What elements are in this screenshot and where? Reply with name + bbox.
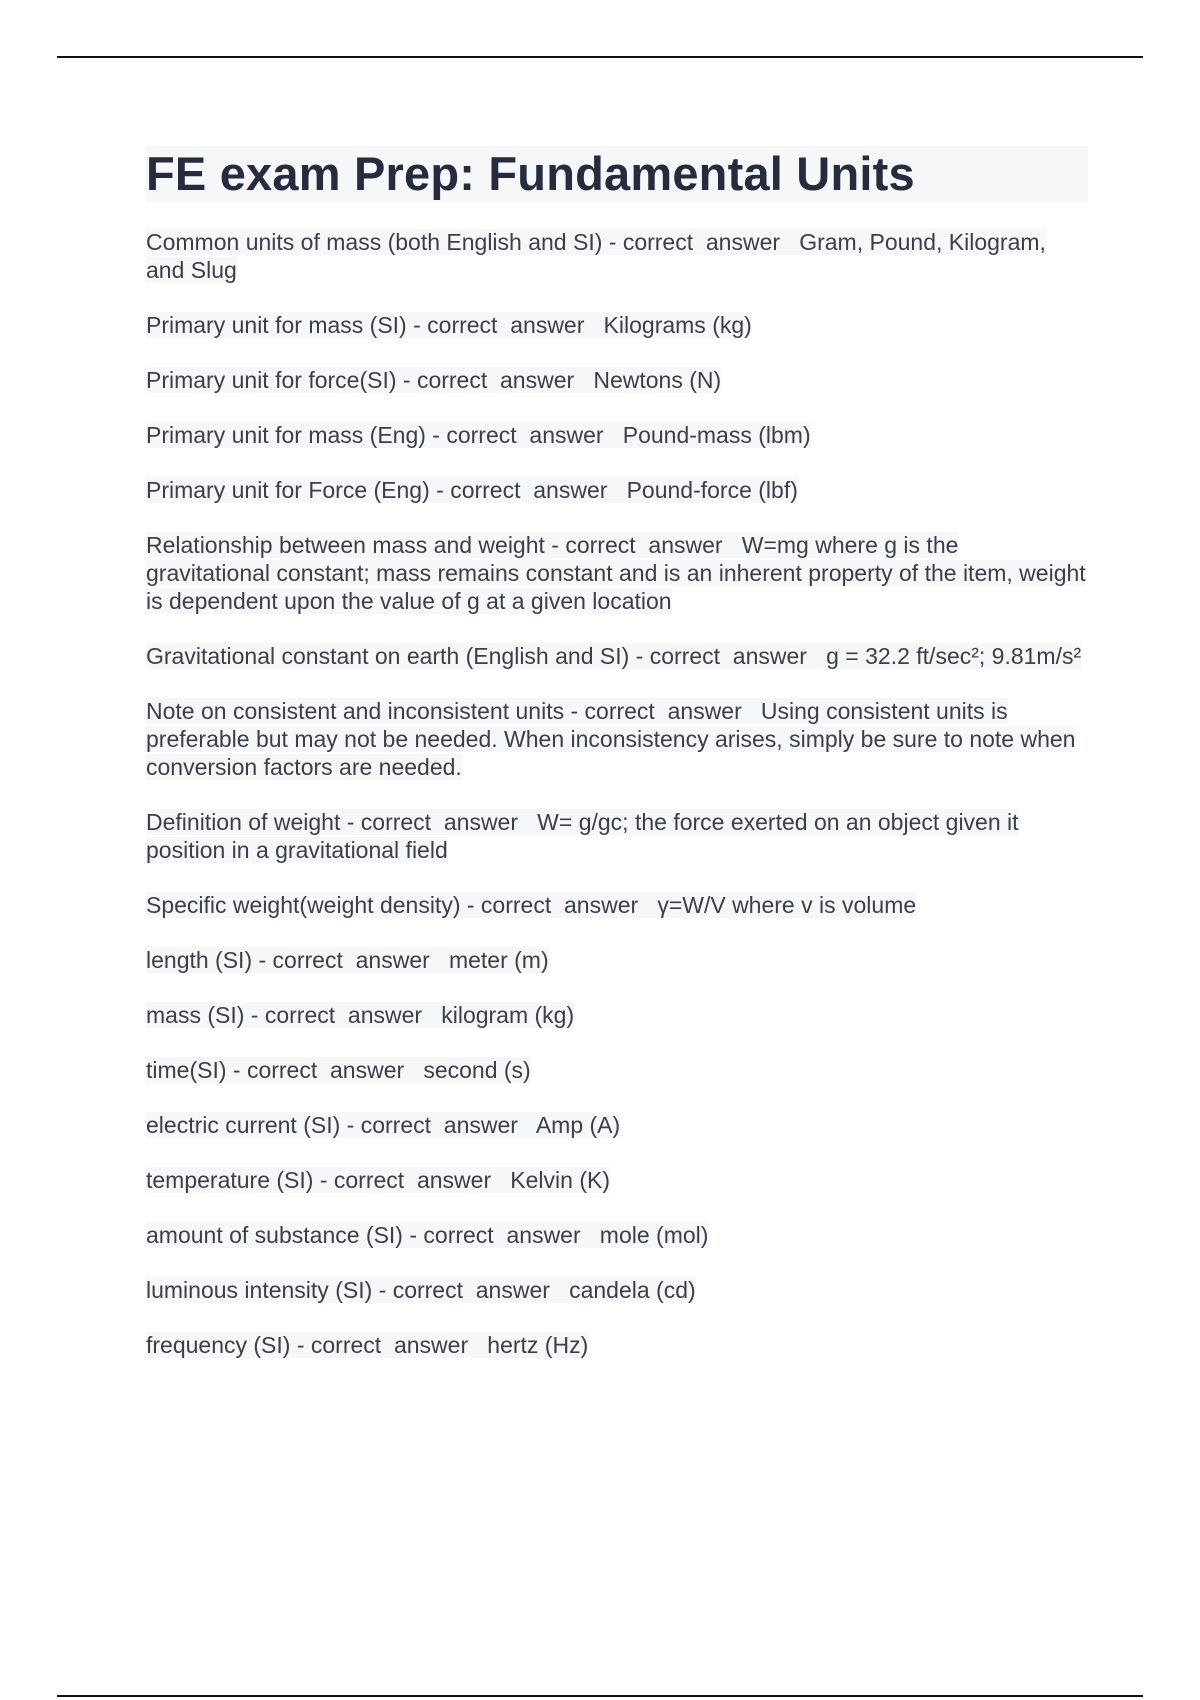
flashcard-text xyxy=(146,1112,620,1138)
answer-separator: - correct answer xyxy=(564,698,761,724)
flashcard-item xyxy=(146,1331,1088,1359)
flashcard-item xyxy=(146,946,1088,974)
flashcard-text xyxy=(146,892,916,918)
flashcard-answer: Amp (A) xyxy=(535,1112,621,1138)
flashcard-item xyxy=(146,1221,1088,1249)
answer-separator: - correct answer xyxy=(429,477,627,503)
flashcard-question: Primary unit for Force (Eng) xyxy=(146,477,430,503)
flashcard-answer: Newtons (N) xyxy=(593,367,722,393)
flashcard-question: Primary unit for mass (Eng) xyxy=(146,422,426,448)
flashcard-question: Note on consistent and inconsistent units xyxy=(146,698,565,724)
flashcard-answer: second (s) xyxy=(423,1057,531,1083)
answer-separator: - correct answer xyxy=(372,1277,570,1303)
answer-separator: - correct answer xyxy=(290,1332,488,1358)
flashcard-text xyxy=(146,947,549,973)
flashcard-answer: Gram, Pound, Kilogram, and Slug xyxy=(146,229,1046,283)
flashcard-text xyxy=(146,1222,708,1248)
flashcard-answer: Pound-mass (lbm) xyxy=(622,422,811,448)
flashcard-text xyxy=(146,312,752,338)
flashcard-answer: g = 32.2 ft/sec²; 9.81m/s² xyxy=(826,643,1082,669)
flashcard-question: temperature (SI) xyxy=(146,1167,314,1193)
flashcard-item xyxy=(146,476,1088,504)
title-block xyxy=(146,146,1088,202)
flashcard-text xyxy=(146,229,1046,283)
flashcard-question: Relationship between mass and weight xyxy=(146,532,545,558)
flashcard-answer: Pound-force (lbf) xyxy=(626,477,798,503)
flashcard-item xyxy=(146,1111,1088,1139)
flashcard-item xyxy=(146,531,1088,615)
answer-separator: - correct answer xyxy=(340,809,538,835)
flashcard-text xyxy=(146,477,798,503)
flashcard-text xyxy=(146,422,811,448)
flashcard-answer: candela (cd) xyxy=(569,1277,696,1303)
flashcard-text xyxy=(146,1332,588,1358)
answer-separator: - correct answer xyxy=(544,532,742,558)
flashcard-question: mass (SI) xyxy=(146,1002,245,1028)
flashcard-text xyxy=(146,643,1081,669)
flashcard-item xyxy=(146,1276,1088,1304)
flashcard-item xyxy=(146,366,1088,394)
flashcard-question: Primary unit for force(SI) xyxy=(146,367,397,393)
answer-separator: - correct answer xyxy=(629,643,827,669)
flashcard-question: electric current (SI) xyxy=(146,1112,341,1138)
flashcard-item xyxy=(146,642,1088,670)
flashcard-list xyxy=(146,228,1088,1359)
flashcard-text xyxy=(146,367,721,393)
flashcard-question: time(SI) xyxy=(146,1057,227,1083)
flashcard-answer: kilogram (kg) xyxy=(441,1002,575,1028)
flashcard-answer: Using consistent units is preferable but may not be needed. When inconsistency arises, simply be sure to note when conversion factors are needed. xyxy=(146,698,1076,780)
flashcard-text xyxy=(146,1167,610,1193)
answer-separator: - correct answer xyxy=(244,1002,442,1028)
document-body xyxy=(146,146,1088,1386)
flashcard-item xyxy=(146,697,1088,781)
flashcard-answer: mole (mol) xyxy=(599,1222,709,1248)
flashcard-question: Common units of mass (both English and SI) xyxy=(146,229,603,255)
answer-separator: - correct answer xyxy=(602,229,800,255)
flashcard-answer: meter (m) xyxy=(448,947,549,973)
answer-separator: - correct answer xyxy=(460,892,658,918)
answer-separator: - correct answer xyxy=(340,1112,536,1138)
flashcard-item xyxy=(146,1001,1088,1029)
flashcard-question: Gravitational constant on earth (English and SI) xyxy=(146,643,630,669)
flashcard-answer: hertz (Hz) xyxy=(487,1332,589,1358)
flashcard-answer: W= g/gc; the force exerted on an object given it position in a gravitational field xyxy=(146,809,1019,863)
flashcard-text xyxy=(146,532,1086,614)
flashcard-text xyxy=(146,698,1075,780)
flashcard-item xyxy=(146,311,1088,339)
flashcard-question: Definition of weight xyxy=(146,809,341,835)
flashcard-question: Specific weight(weight density) xyxy=(146,892,461,918)
answer-separator: - correct answer xyxy=(406,312,604,338)
answer-separator: - correct answer xyxy=(226,1057,424,1083)
document-title: FE exam Prep: Fundamental Units xyxy=(146,147,915,200)
flashcard-text xyxy=(146,1057,531,1083)
bottom-horizontal-rule xyxy=(57,1695,1143,1697)
top-horizontal-rule xyxy=(57,56,1143,58)
flashcard-text xyxy=(146,1277,696,1303)
flashcard-answer: Kelvin (K) xyxy=(510,1167,610,1193)
flashcard-item xyxy=(146,228,1088,284)
flashcard-item xyxy=(146,421,1088,449)
flashcard-question: frequency (SI) xyxy=(146,1332,291,1358)
flashcard-item xyxy=(146,1166,1088,1194)
flashcard-question: length (SI) xyxy=(146,947,253,973)
answer-separator: - correct answer xyxy=(425,422,623,448)
flashcard-question: Primary unit for mass (SI) xyxy=(146,312,407,338)
answer-separator: - correct answer xyxy=(396,367,594,393)
flashcard-item xyxy=(146,891,1088,919)
answer-separator: - correct answer xyxy=(252,947,449,973)
flashcard-answer: γ=W/V where v is volume xyxy=(657,892,917,918)
flashcard-question: luminous intensity (SI) xyxy=(146,1277,373,1303)
flashcard-question: amount of substance (SI) xyxy=(146,1222,403,1248)
flashcard-text xyxy=(146,1002,574,1028)
flashcard-text xyxy=(146,809,1019,863)
flashcard-item xyxy=(146,808,1088,864)
flashcard-answer: Kilograms (kg) xyxy=(603,312,752,338)
answer-separator: - correct answer xyxy=(313,1167,511,1193)
flashcard-answer: W=mg where g is the gravitational constant; mass remains constant and is an inherent property of the item, weight is dependent upon the value of g at a given location xyxy=(146,532,1086,614)
flashcard-item xyxy=(146,1056,1088,1084)
answer-separator: - correct answer xyxy=(402,1222,600,1248)
